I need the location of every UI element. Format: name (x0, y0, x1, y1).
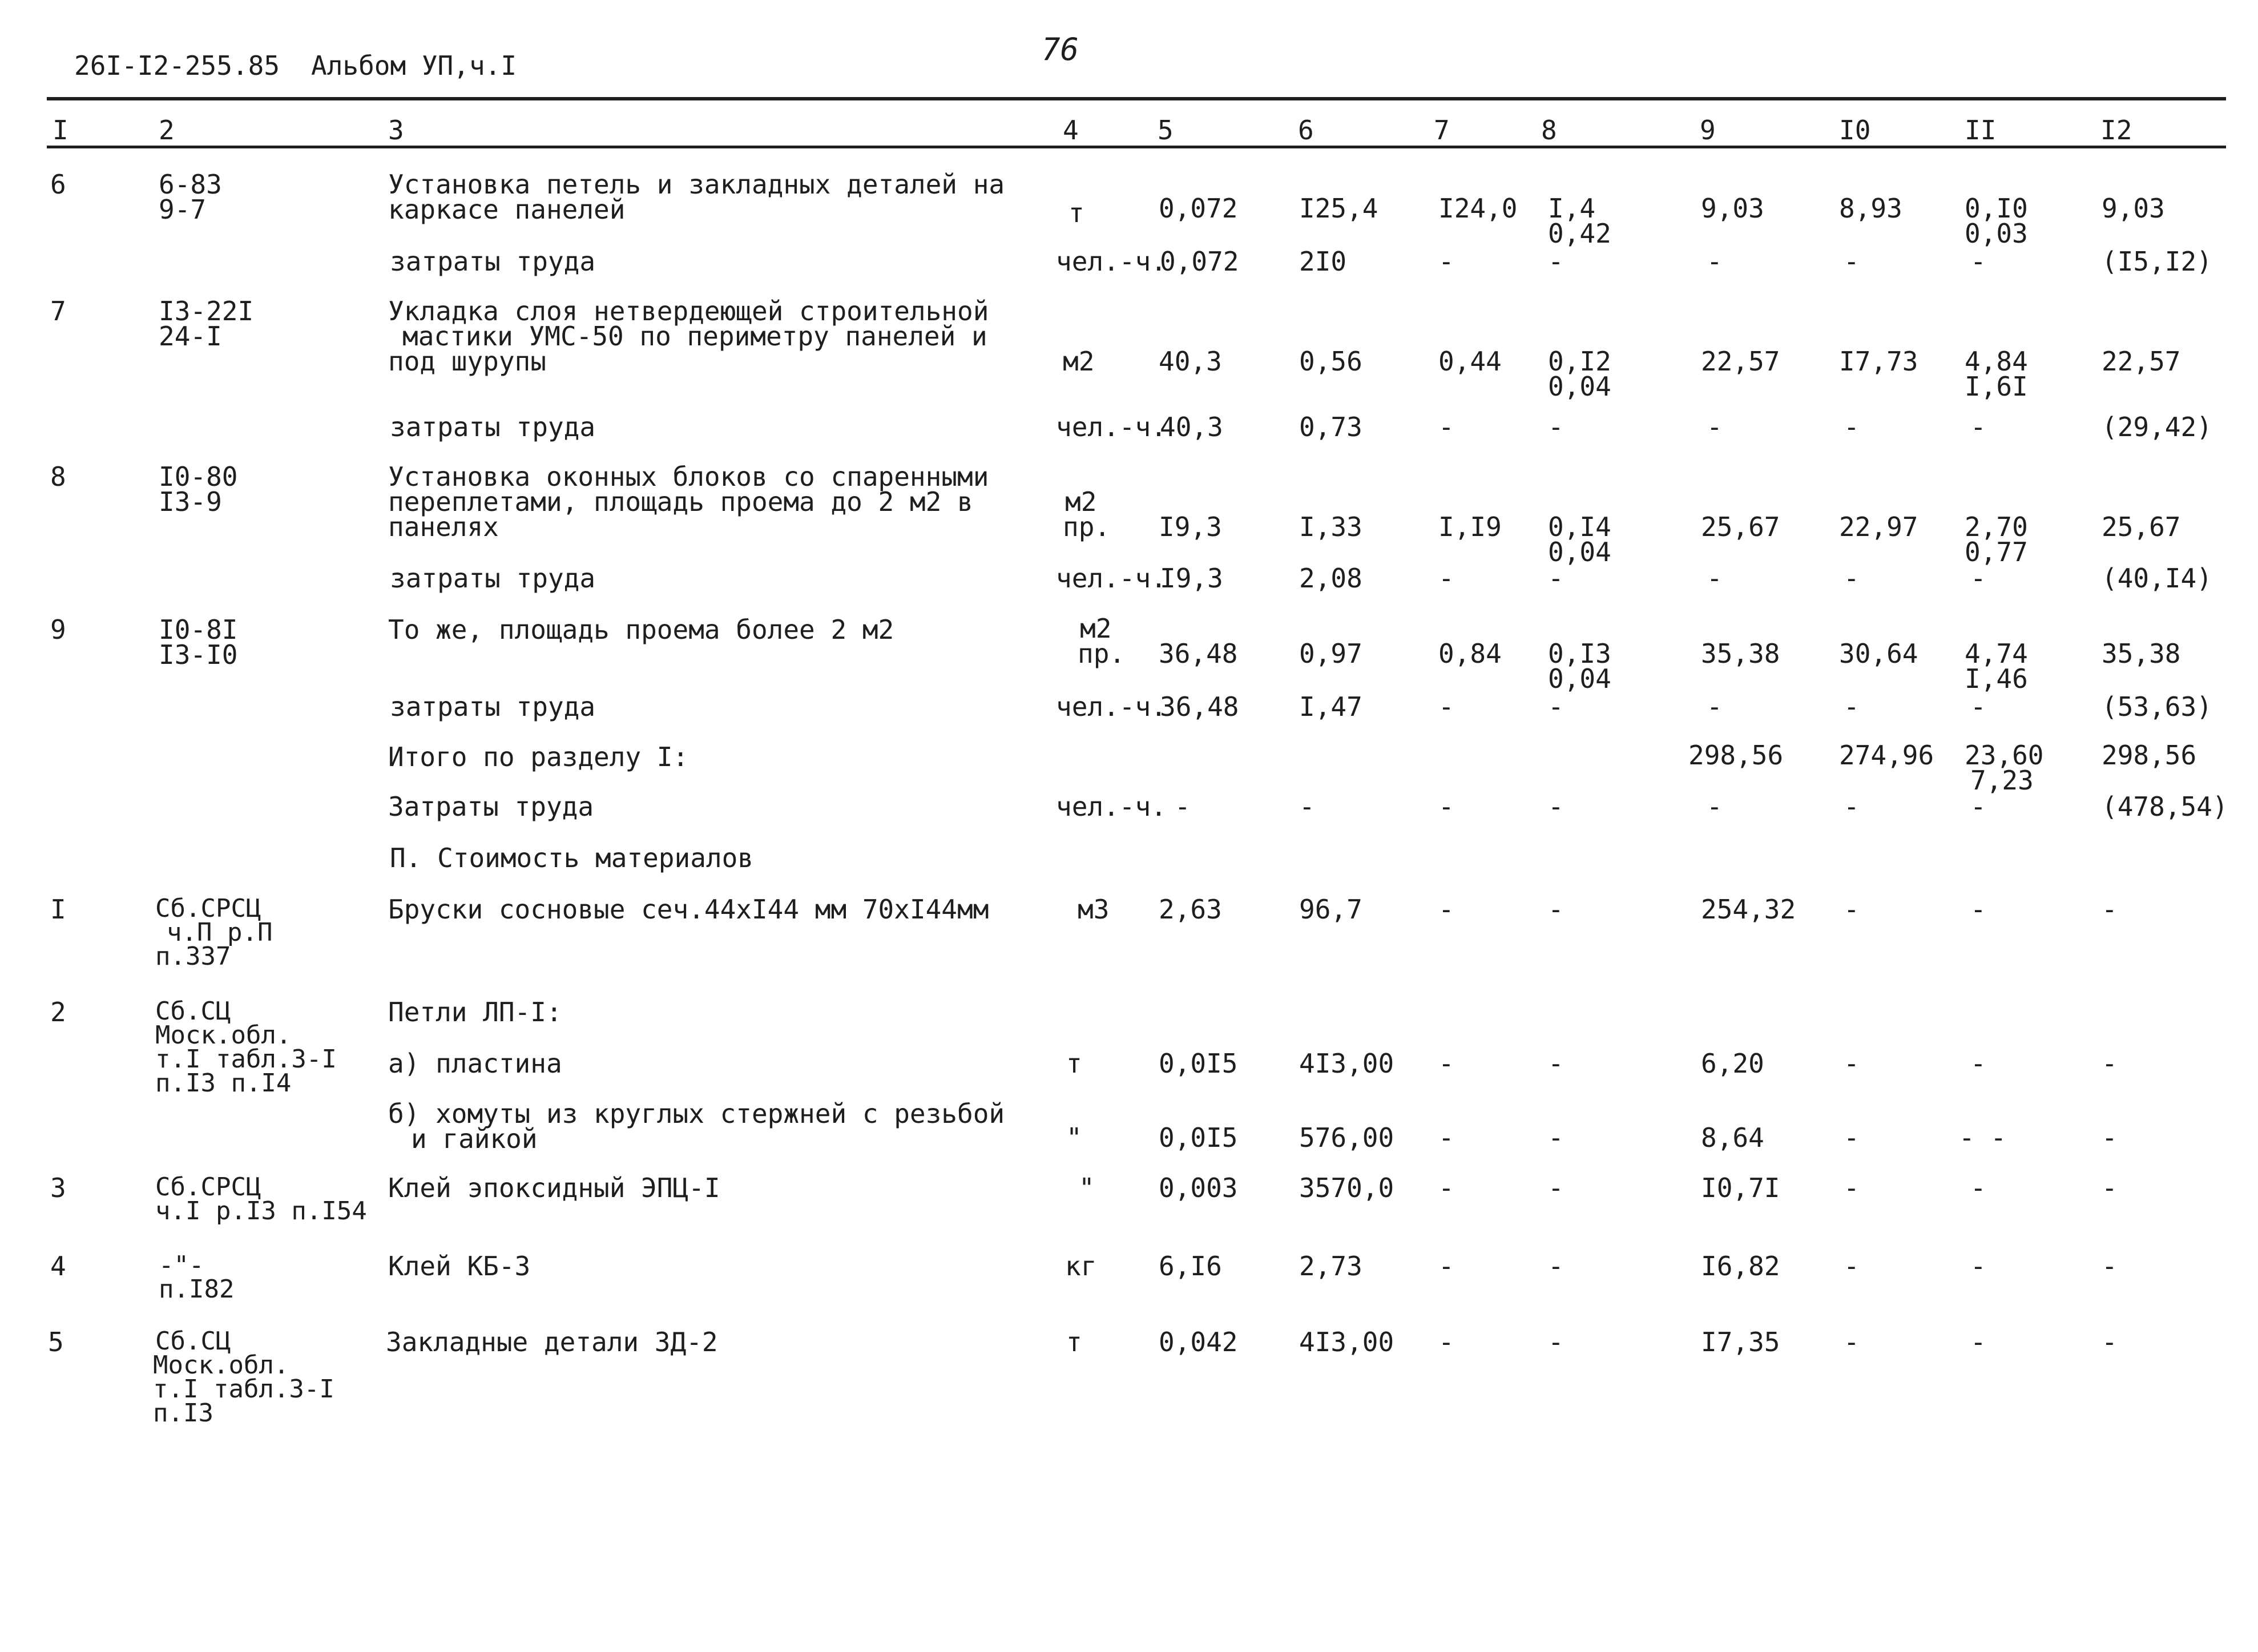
material-name: и гайкой (411, 1123, 538, 1154)
description-line: каркасе панелей (388, 194, 626, 225)
labor-total: (53,63) (2102, 691, 2212, 722)
description-line: мастики УМС-50 по периметру панелей и (402, 321, 987, 352)
col7-value: I24,0 (1438, 193, 1518, 224)
dash: - (1844, 412, 1860, 442)
source-line: п.I82 (159, 1275, 235, 1304)
dash: - (2102, 1172, 2118, 1203)
row-number: 8 (50, 461, 66, 492)
col-header: I0 (1839, 115, 1871, 146)
dash: - - (1959, 1122, 2007, 1153)
unit-price: 2,73 (1299, 1251, 1362, 1282)
unit: " (1066, 1122, 1082, 1153)
col10-value: 30,64 (1839, 638, 1918, 669)
total-col12: 298,56 (2102, 740, 2197, 771)
col11-value: 0,03 (1965, 218, 2028, 249)
total-col9: 298,56 (1688, 740, 1784, 771)
col11-value: 0,77 (1965, 537, 2028, 567)
document-code: 26I-I2-255.85 (74, 50, 280, 81)
quantity: 0,0I5 (1159, 1048, 1238, 1079)
unit: пр. (1078, 638, 1126, 669)
source-line: Сб.СРСЦ (155, 894, 261, 923)
labor-rate: 0,73 (1299, 412, 1362, 442)
dash: - (1438, 246, 1454, 277)
dash: - (1438, 1122, 1454, 1153)
unit-price: I25,4 (1299, 193, 1378, 224)
col8-value: 0,04 (1548, 663, 1611, 694)
col12-value: 9,03 (2102, 193, 2165, 224)
unit: м2 (1080, 613, 1112, 644)
dash: - (1548, 1172, 1564, 1203)
code-line: I0-80 (159, 461, 238, 492)
row-number: 9 (50, 614, 66, 645)
material-cost: 8,64 (1701, 1122, 1764, 1153)
quantity: 0,042 (1159, 1327, 1238, 1357)
row-number: 2 (50, 997, 66, 1028)
row-number: I (50, 894, 66, 925)
dash: - (1844, 1327, 1860, 1357)
total-col10: 274,96 (1839, 740, 1934, 771)
labor-unit: чел.-ч. (1056, 412, 1167, 442)
code-line: 6-83 (159, 169, 222, 200)
dash: - (1707, 246, 1723, 277)
dash: - (1438, 1327, 1454, 1357)
description-line: панелях (388, 511, 499, 542)
col12-value: 35,38 (2102, 638, 2181, 669)
dash: - (1844, 563, 1860, 594)
unit: т (1066, 1327, 1082, 1357)
quantity: 0,003 (1159, 1172, 1238, 1203)
row-number: 5 (48, 1327, 64, 1357)
col11-value: I,46 (1965, 663, 2028, 694)
col11-value: 0,I0 (1965, 193, 2028, 224)
dash: - (1548, 1048, 1564, 1079)
code-line: I3-9 (159, 486, 222, 517)
code-line: 24-I (159, 321, 222, 352)
total-labor-label: Затраты труда (388, 791, 594, 822)
col-header: 2 (159, 115, 175, 146)
col11-value: I,6I (1965, 371, 2028, 402)
description-line: Установка петель и закладных деталей на (388, 169, 1005, 200)
dash: - (1970, 791, 1986, 822)
col12-value: 25,67 (2102, 511, 2181, 542)
total-labor-value: (478,54) (2102, 791, 2228, 822)
dash: - (1548, 412, 1564, 442)
dash: - (1844, 1172, 1860, 1203)
col8-value: 0,I2 (1548, 346, 1611, 377)
dash: - (1548, 894, 1564, 925)
material-name: Бруски сосновые сеч.44хI44 мм 70хI44мм (388, 894, 989, 925)
unit: т (1066, 1048, 1082, 1079)
col-header: 9 (1700, 115, 1716, 146)
material-cost: I0,7I (1701, 1172, 1780, 1203)
col9-value: 35,38 (1701, 638, 1780, 669)
col-header: I2 (2100, 115, 2132, 146)
labor-qty: 40,3 (1160, 412, 1223, 442)
material-name: Клей КБ-3 (388, 1251, 531, 1282)
quantity: 0,0I5 (1159, 1122, 1238, 1153)
col9-value: 22,57 (1701, 346, 1780, 377)
material-name: Закладные детали ЗД-2 (386, 1327, 718, 1357)
top-rule (47, 97, 2226, 100)
total-col11: 23,60 (1965, 740, 2044, 771)
source-line: Сб.СЦ (155, 997, 231, 1026)
source-line: т.I табл.3-I (153, 1375, 334, 1404)
col8-value: 0,42 (1548, 218, 1611, 249)
dash: - (1844, 246, 1860, 277)
quantity: 2,63 (1159, 894, 1222, 925)
dash: - (1970, 563, 1986, 594)
quantity: 40,3 (1159, 346, 1222, 377)
code-line: I0-8I (159, 614, 238, 645)
material-name: б) хомуты из круглых стержней с резьбой (388, 1098, 1005, 1129)
labor-qty: 0,072 (1160, 246, 1239, 277)
source-line: Сб.СРСЦ (155, 1172, 261, 1202)
unit: м2 (1063, 346, 1095, 377)
dash: - (1438, 894, 1454, 925)
unit-price: 96,7 (1299, 894, 1362, 925)
unit-price: 3570,0 (1299, 1172, 1394, 1203)
dash: - (1548, 691, 1564, 722)
dash: - (1548, 246, 1564, 277)
source-line: Моск.обл. (153, 1351, 289, 1380)
row-number: 3 (50, 1172, 66, 1203)
dash: - (1844, 1251, 1860, 1282)
dash: - (1707, 563, 1723, 594)
row-number: 6 (50, 169, 66, 200)
dash: - (1970, 691, 1986, 722)
col8-value: 0,04 (1548, 371, 1611, 402)
code-line: I3-22I (159, 296, 254, 327)
col8-value: 0,I3 (1548, 638, 1611, 669)
dash: - (1970, 1172, 1986, 1203)
col8-value: 0,I4 (1548, 511, 1611, 542)
unit: " (1079, 1172, 1095, 1203)
code-line: 9-7 (159, 194, 207, 225)
dash: - (1844, 691, 1860, 722)
source-line: ч.I р.I3 п.I54 (155, 1196, 367, 1226)
dash: - (2102, 1048, 2118, 1079)
labor-qty: 36,48 (1160, 691, 1239, 722)
dash: - (1970, 246, 1986, 277)
dash: - (1548, 1327, 1564, 1357)
labor-qty: I9,3 (1160, 563, 1223, 594)
dash: - (1970, 412, 1986, 442)
col7-value: I,I9 (1438, 511, 1502, 542)
labor-total: (40,I4) (2102, 563, 2212, 594)
material-cost: I6,82 (1701, 1251, 1780, 1282)
source-line: п.I3 (153, 1399, 213, 1428)
dash: - (1970, 1251, 1986, 1282)
description-line: То же, площадь проема более 2 м2 (388, 614, 894, 645)
col-header: 7 (1434, 115, 1450, 146)
dash: - (1844, 894, 1860, 925)
col11-value: 4,74 (1965, 638, 2028, 669)
dash: - (1438, 791, 1454, 822)
material-cost: 6,20 (1701, 1048, 1764, 1079)
material-cost: I7,35 (1701, 1327, 1780, 1357)
col-header: 8 (1541, 115, 1557, 146)
material-name: Клей эпоксидный ЭПЦ-I (388, 1172, 720, 1203)
code-line: I3-I0 (159, 639, 238, 670)
labor-unit: чел.-ч. (1056, 791, 1167, 822)
page-number: 76 (1042, 31, 1079, 67)
dash: - (1548, 791, 1564, 822)
dash: - (1299, 791, 1315, 822)
dash: - (1970, 1327, 1986, 1357)
labor-label: затраты труда (390, 246, 596, 277)
col-header: 5 (1158, 115, 1174, 146)
description-line: Укладка слоя нетвердеющей строительной (388, 296, 989, 327)
album-label: Альбом УП,ч.I (311, 50, 517, 81)
dash: - (1707, 412, 1723, 442)
dash: - (1438, 412, 1454, 442)
dash: - (1548, 1122, 1564, 1153)
col10-value: 8,93 (1839, 193, 1902, 224)
unit: м2 (1065, 486, 1097, 517)
material-name: Петли ЛП-I: (388, 997, 562, 1028)
col10-value: I7,73 (1839, 346, 1918, 377)
col-header: 4 (1063, 115, 1079, 146)
labor-label: затраты труда (390, 563, 596, 594)
description-line: переплетами, площадь проема до 2 м2 в (388, 486, 973, 517)
dash: - (1844, 1122, 1860, 1153)
description-line: Установка оконных блоков со спаренными (388, 461, 989, 492)
source-line: Сб.СЦ (155, 1327, 231, 1356)
dash: - (1707, 691, 1723, 722)
col9-value: 9,03 (1701, 193, 1764, 224)
labor-label: затраты труда (390, 691, 596, 722)
dash: - (2102, 894, 2118, 925)
col-header: II (1965, 115, 1997, 146)
dash: - (1175, 791, 1191, 822)
dash: - (1438, 1048, 1454, 1079)
labor-unit: чел.-ч. (1056, 691, 1167, 722)
dash: - (1844, 1048, 1860, 1079)
row-number: 4 (50, 1251, 66, 1282)
col7-value: 0,84 (1438, 638, 1502, 669)
dash: - (1548, 563, 1564, 594)
header-rule (47, 146, 2226, 148)
dash: - (2102, 1122, 2118, 1153)
col-header: I (53, 115, 68, 146)
unit: т (1068, 198, 1084, 228)
col11-value: 4,84 (1965, 346, 2028, 377)
dash: - (1970, 1048, 1986, 1079)
material-name: а) пластина (388, 1048, 562, 1079)
labor-total: (I5,I2) (2102, 246, 2212, 277)
col10-value: 22,97 (1839, 511, 1918, 542)
material-cost: 254,32 (1701, 894, 1796, 925)
dash: - (1844, 791, 1860, 822)
labor-rate: 2I0 (1299, 246, 1347, 277)
total-col11: 7,23 (1970, 765, 2034, 796)
quantity: 36,48 (1159, 638, 1238, 669)
labor-total: (29,42) (2102, 412, 2212, 442)
unit-price: 0,97 (1299, 638, 1362, 669)
col9-value: 25,67 (1701, 511, 1780, 542)
col12-value: 22,57 (2102, 346, 2181, 377)
source-line: п.I3 п.I4 (155, 1069, 292, 1098)
dash: - (1438, 1172, 1454, 1203)
col-header: 3 (388, 115, 404, 146)
source-line: т.I табл.3-I (155, 1045, 337, 1074)
labor-label: затраты труда (390, 412, 596, 442)
labor-unit: чел.-ч. (1056, 563, 1167, 594)
section-title: П. Стоимость материалов (390, 843, 753, 873)
total-label: Итого по разделу I: (388, 742, 689, 772)
source-line: Моск.обл. (155, 1021, 292, 1050)
dash: - (1438, 1251, 1454, 1282)
source-line: -"- (159, 1251, 204, 1280)
labor-unit: чел.-ч. (1056, 246, 1167, 277)
unit: пр. (1063, 511, 1111, 542)
quantity: 0,072 (1159, 193, 1238, 224)
unit-price: I,33 (1299, 511, 1362, 542)
description-line: под шурупы (388, 346, 546, 377)
dash: - (1438, 563, 1454, 594)
dash: - (1438, 691, 1454, 722)
unit-price: 576,00 (1299, 1122, 1394, 1153)
col8-value: I,4 (1548, 193, 1596, 224)
dash: - (1548, 1251, 1564, 1282)
quantity: I9,3 (1159, 511, 1222, 542)
labor-rate: 2,08 (1299, 563, 1362, 594)
quantity: 6,I6 (1159, 1251, 1222, 1282)
source-line: ч.П р.П (167, 918, 273, 947)
labor-rate: I,47 (1299, 691, 1362, 722)
dash: - (2102, 1251, 2118, 1282)
unit: м3 (1078, 894, 1110, 925)
col8-value: 0,04 (1548, 537, 1611, 567)
col7-value: 0,44 (1438, 346, 1502, 377)
row-number: 7 (50, 296, 66, 327)
dash: - (1970, 894, 1986, 925)
dash: - (2102, 1327, 2118, 1357)
unit-price: 4I3,00 (1299, 1327, 1394, 1357)
unit: кг (1065, 1251, 1097, 1282)
col-header: 6 (1298, 115, 1314, 146)
col11-value: 2,70 (1965, 511, 2028, 542)
source-line: п.337 (155, 942, 231, 971)
unit-price: 0,56 (1299, 346, 1362, 377)
dash: - (1707, 791, 1723, 822)
unit-price: 4I3,00 (1299, 1048, 1394, 1079)
